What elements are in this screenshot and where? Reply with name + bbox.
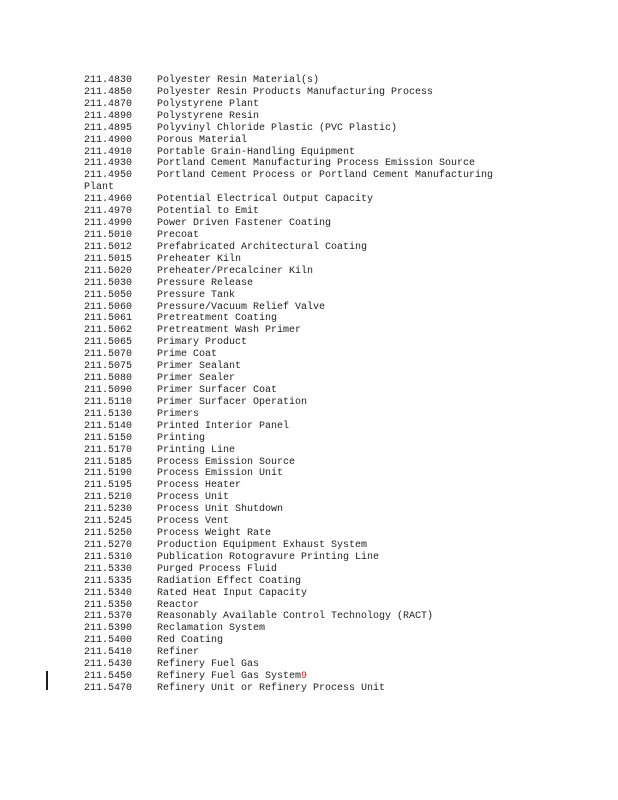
defined-term: Pressure Tank bbox=[157, 289, 236, 301]
section-number: 211.5050 bbox=[84, 289, 133, 301]
list-item bbox=[84, 576, 524, 588]
section-number: 211.5190 bbox=[84, 468, 133, 480]
section-number: 211.5080 bbox=[84, 373, 133, 385]
defined-term: Pressure/Vacuum Relief Valve bbox=[157, 301, 326, 313]
defined-term: Reactor bbox=[157, 599, 200, 611]
defined-term: Process Weight Rate bbox=[157, 528, 272, 540]
list-item bbox=[84, 194, 524, 206]
list-item bbox=[84, 158, 524, 170]
list-item bbox=[84, 75, 524, 87]
section-number: 211.5370 bbox=[84, 611, 133, 623]
section-number: 211.5250 bbox=[84, 528, 133, 540]
defined-term: Process Emission Unit bbox=[157, 468, 284, 480]
section-number: 211.5330 bbox=[84, 563, 133, 575]
defined-term: Pretreatment Wash Primer bbox=[157, 325, 302, 337]
defined-term: Production Equipment Exhaust System bbox=[157, 539, 368, 551]
list-item bbox=[84, 349, 524, 361]
list-item bbox=[84, 421, 524, 433]
section-number: 211.5070 bbox=[84, 349, 133, 361]
list-item bbox=[84, 385, 524, 397]
list-item bbox=[84, 170, 524, 182]
section-number: 211.5090 bbox=[84, 384, 133, 396]
list-item bbox=[84, 540, 524, 552]
list-item bbox=[84, 313, 524, 325]
defined-term: Preheater Kiln bbox=[157, 253, 242, 265]
section-number: 211.5470 bbox=[84, 683, 133, 695]
section-number: 211.4990 bbox=[84, 218, 133, 230]
defined-term: Polystyrene Resin bbox=[157, 110, 260, 122]
list-item bbox=[84, 278, 524, 290]
list-item bbox=[84, 623, 524, 635]
defined-term: Rated Heat Input Capacity bbox=[157, 587, 308, 599]
defined-term: Preheater/Precalciner Kiln bbox=[157, 265, 314, 277]
section-number: 211.5230 bbox=[84, 504, 133, 516]
term-continuation: Plant bbox=[84, 182, 115, 194]
defined-term: Publication Rotogravure Printing Line bbox=[157, 551, 380, 563]
section-number: 211.4910 bbox=[84, 146, 133, 158]
list-item bbox=[84, 99, 524, 111]
list-item bbox=[84, 492, 524, 504]
section-number: 211.4970 bbox=[84, 206, 133, 218]
section-number: 211.4890 bbox=[84, 110, 133, 122]
list-item bbox=[84, 87, 524, 99]
defined-term: Reasonably Available Control Technology (RACT) bbox=[157, 611, 434, 623]
list-item bbox=[84, 290, 524, 302]
defined-term: Power Driven Fastener Coating bbox=[157, 218, 332, 230]
defined-term: Potential Electrical Output Capacity bbox=[157, 194, 374, 206]
section-number: 211.5335 bbox=[84, 575, 133, 587]
section-number: 211.5140 bbox=[84, 420, 133, 432]
list-item bbox=[84, 635, 524, 647]
section-number: 211.5310 bbox=[84, 551, 133, 563]
defined-term: Polystyrene Plant bbox=[157, 98, 260, 110]
list-item bbox=[84, 457, 524, 469]
change-bar bbox=[46, 671, 48, 690]
list-item bbox=[84, 468, 524, 480]
list-item bbox=[84, 147, 524, 159]
defined-term: Precoat bbox=[157, 229, 200, 241]
list-item bbox=[84, 373, 524, 385]
defined-term: Primer Sealer bbox=[157, 373, 236, 385]
list-item bbox=[84, 206, 524, 218]
list-item bbox=[84, 433, 524, 445]
defined-term: Primer Surfacer Coat bbox=[157, 384, 278, 396]
section-number: 211.5450 bbox=[84, 671, 133, 683]
list-item bbox=[84, 135, 524, 147]
list-item bbox=[84, 564, 524, 576]
list-item bbox=[84, 683, 524, 695]
definitions-list bbox=[84, 75, 524, 695]
list-item bbox=[84, 516, 524, 528]
section-number: 211.4895 bbox=[84, 122, 133, 134]
section-number: 211.5340 bbox=[84, 587, 133, 599]
defined-term: Potential to Emit bbox=[157, 206, 260, 218]
section-number: 211.4830 bbox=[84, 75, 133, 86]
section-number: 211.5010 bbox=[84, 229, 133, 241]
list-item bbox=[84, 647, 524, 659]
list-item bbox=[84, 671, 524, 683]
list-item bbox=[84, 552, 524, 564]
section-number: 211.5150 bbox=[84, 432, 133, 444]
section-number: 211.4850 bbox=[84, 86, 133, 98]
section-number: 211.5410 bbox=[84, 647, 133, 659]
section-number: 211.5350 bbox=[84, 599, 133, 611]
list-item bbox=[84, 361, 524, 373]
defined-term: Refinery Unit or Refinery Process Unit bbox=[157, 683, 386, 695]
section-number: 211.5245 bbox=[84, 516, 133, 528]
defined-term: Prefabricated Architectural Coating bbox=[157, 241, 368, 253]
list-item bbox=[84, 325, 524, 337]
section-number: 211.5390 bbox=[84, 623, 133, 635]
defined-term: Printed Interior Panel bbox=[157, 420, 290, 432]
defined-term: Primary Product bbox=[157, 337, 248, 349]
section-number: 211.5185 bbox=[84, 456, 133, 468]
defined-term: Refinery Fuel Gas bbox=[157, 659, 260, 671]
defined-term: Pressure Release bbox=[157, 277, 254, 289]
defined-term: Process Emission Source bbox=[157, 456, 296, 468]
defined-term: Prime Coat bbox=[157, 349, 218, 361]
section-number: 211.5061 bbox=[84, 313, 133, 325]
list-item bbox=[84, 588, 524, 600]
section-number: 211.5015 bbox=[84, 253, 133, 265]
defined-term: Purged Process Fluid bbox=[157, 563, 278, 575]
section-number: 211.5062 bbox=[84, 325, 133, 337]
list-item bbox=[84, 266, 524, 278]
defined-term: Portland Cement Process or Portland Cement Manufacturing bbox=[157, 170, 494, 182]
section-number: 211.5060 bbox=[84, 301, 133, 313]
list-item bbox=[84, 397, 524, 409]
defined-term: Primer Sealant bbox=[157, 361, 242, 373]
section-number: 211.5210 bbox=[84, 492, 133, 504]
defined-term: Polyvinyl Chloride Plastic (PVC Plastic) bbox=[157, 122, 398, 134]
section-number: 211.5130 bbox=[84, 408, 133, 420]
defined-term: Polyester Resin Material(s) bbox=[157, 75, 320, 86]
list-item bbox=[84, 254, 524, 266]
defined-term: Radiation Effect Coating bbox=[157, 575, 302, 587]
list-item bbox=[84, 504, 524, 516]
defined-term: Red Coating bbox=[157, 635, 224, 647]
defined-term: Primers bbox=[157, 408, 200, 420]
list-item bbox=[84, 337, 524, 349]
section-number: 211.5195 bbox=[84, 480, 133, 492]
section-number: 211.5270 bbox=[84, 539, 133, 551]
defined-term: Primer Surfacer Operation bbox=[157, 396, 308, 408]
list-item bbox=[84, 659, 524, 671]
defined-term: Refiner bbox=[157, 647, 200, 659]
section-number: 211.5430 bbox=[84, 659, 133, 671]
section-number: 211.5065 bbox=[84, 337, 133, 349]
defined-term: Printing bbox=[157, 432, 206, 444]
revision-mark: 9 bbox=[301, 671, 308, 683]
section-number: 211.5170 bbox=[84, 444, 133, 456]
list-item bbox=[84, 230, 524, 242]
list-item bbox=[84, 480, 524, 492]
defined-term: Polyester Resin Products Manufacturing Process bbox=[157, 86, 434, 98]
section-number: 211.5012 bbox=[84, 241, 133, 253]
section-number: 211.4950 bbox=[84, 170, 133, 182]
list-item bbox=[84, 111, 524, 123]
defined-term: Reclamation System bbox=[157, 623, 266, 635]
section-number: 211.4870 bbox=[84, 98, 133, 110]
list-item bbox=[84, 528, 524, 540]
defined-term: Pretreatment Coating bbox=[157, 313, 278, 325]
defined-term: Process Unit bbox=[157, 492, 230, 504]
defined-term: Refinery Fuel Gas System bbox=[157, 671, 302, 683]
defined-term: Printing Line bbox=[157, 444, 236, 456]
defined-term: Process Unit Shutdown bbox=[157, 504, 284, 516]
defined-term: Portable Grain-Handling Equipment bbox=[157, 146, 356, 158]
list-item bbox=[84, 123, 524, 135]
section-number: 211.5110 bbox=[84, 396, 133, 408]
list-item bbox=[84, 242, 524, 254]
list-item bbox=[84, 302, 524, 314]
list-item bbox=[84, 409, 524, 421]
list-item bbox=[84, 218, 524, 230]
defined-term: Process Heater bbox=[157, 480, 242, 492]
list-item bbox=[84, 445, 524, 457]
section-number: 211.4930 bbox=[84, 158, 133, 170]
section-number: 211.4960 bbox=[84, 194, 133, 206]
section-number: 211.4900 bbox=[84, 134, 133, 146]
section-number: 211.5030 bbox=[84, 277, 133, 289]
defined-term: Portland Cement Manufacturing Process Emission Source bbox=[157, 158, 476, 170]
defined-term: Process Vent bbox=[157, 516, 230, 528]
section-number: 211.5400 bbox=[84, 635, 133, 647]
list-item bbox=[84, 611, 524, 623]
list-item bbox=[84, 600, 524, 612]
defined-term: Porous Material bbox=[157, 134, 248, 146]
section-number: 211.5020 bbox=[84, 265, 133, 277]
section-number: 211.5075 bbox=[84, 361, 133, 373]
